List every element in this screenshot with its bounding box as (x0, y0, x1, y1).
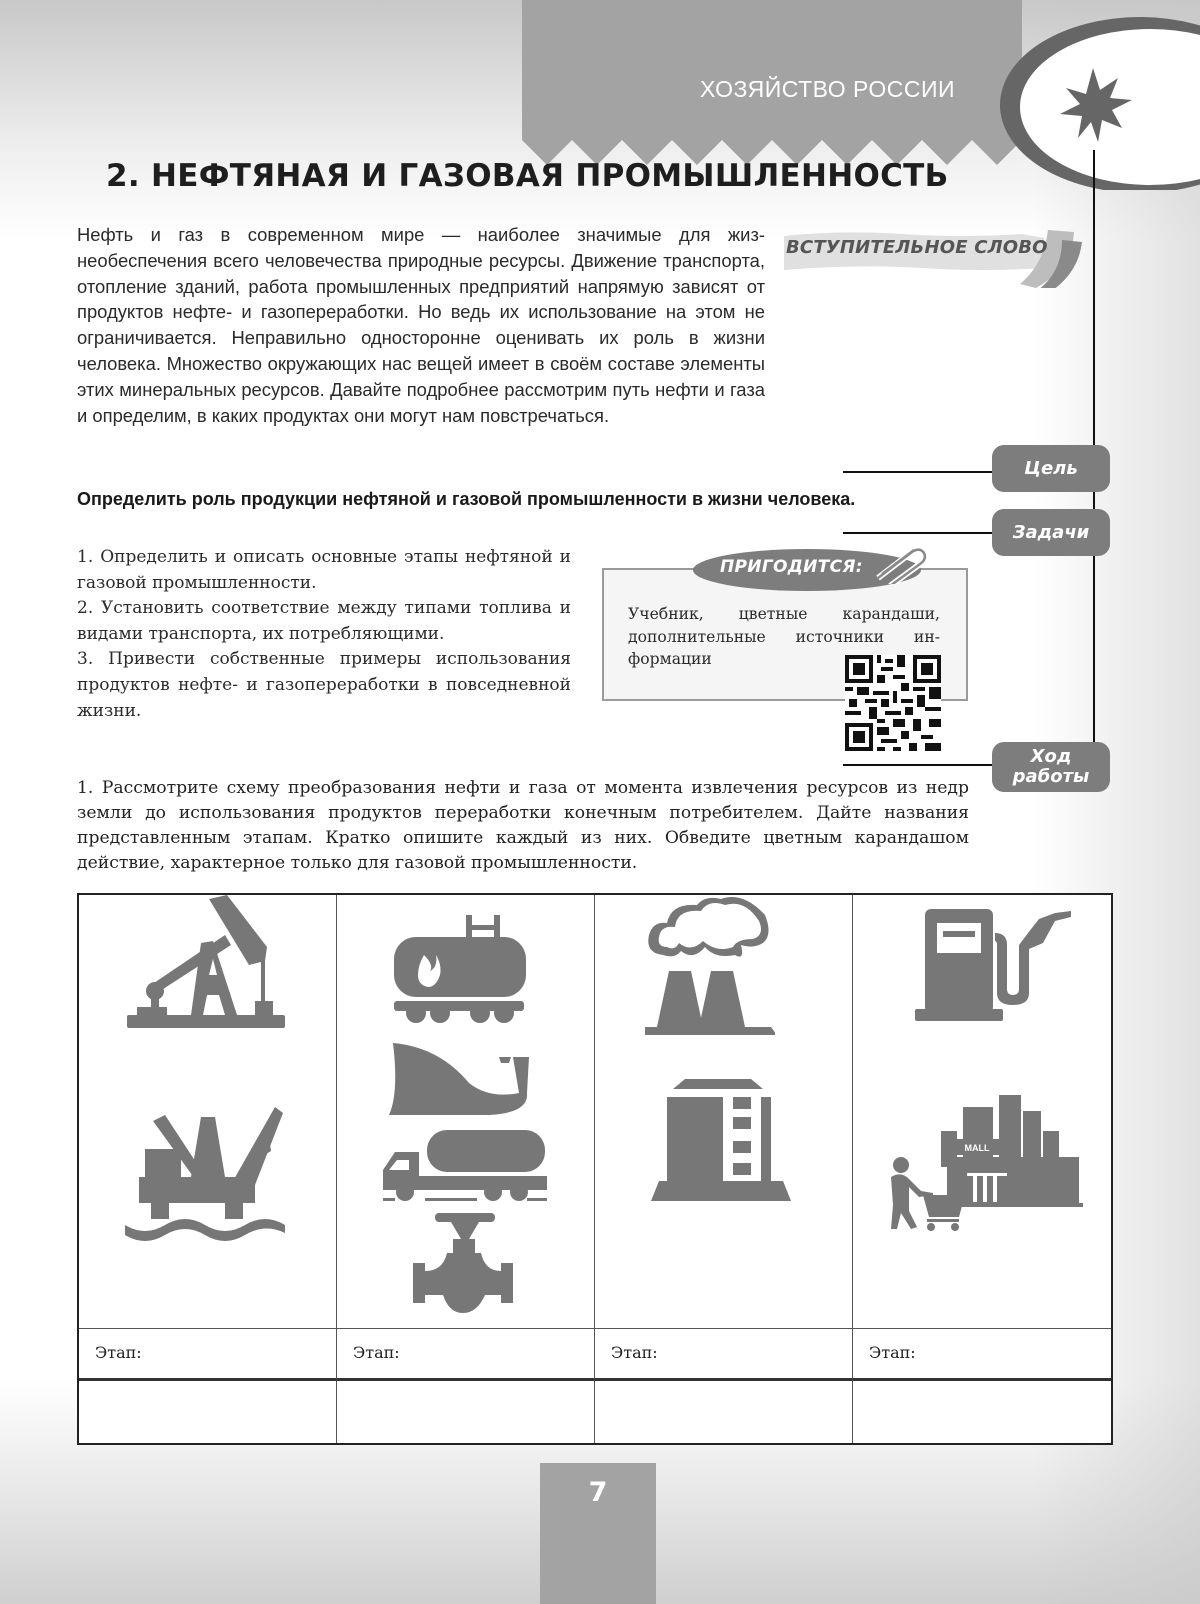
workflow-label-line1: Ход (1030, 746, 1072, 767)
oil-pump-jack-icon (127, 895, 289, 1035)
stage-label-cell: Этап: (79, 1329, 337, 1381)
intro-paragraph: Нефть и газ в современном мире — наиболее значимые для жизнеобеспечения всего человечества природные ресурсы. Движение транспорта, отопление зданий, работа промышленных предприятий напрямую зависят от продуктов нефте- и газопереработки. Но ведь их использование на этом не ограничивается. Неправильно односторонне оценивать их роль в жизни человека. Множество окружающих нас вещей имеет в своём составе элементы этих минеральных ресурсов. Давайте подробнее рассмотрим путь нефти и газа и определим, в каких продуктах они могут нам повстречаться. (77, 224, 765, 426)
workflow-connector (843, 764, 993, 766)
goal-text: Определить роль продукции нефтяной и газовой промышленности в жизни человека. (77, 489, 856, 509)
task-item: 3. Привести собственные примеры использования продуктов нефте- и газопереработки в повседневной жизни. (77, 649, 571, 721)
task-item: 1. Определить и описать основные этапы нефтяной и газовой промышленности. (77, 547, 571, 593)
stage-answer-cell[interactable] (853, 1381, 1111, 1443)
tanker-ship-icon (389, 1043, 534, 1118)
paperclip-icon (868, 544, 928, 584)
tasks-tab: Задачи (992, 509, 1110, 556)
useful-label: ПРИГОДИТСЯ: (720, 557, 863, 577)
stage-icons-cell-4 (853, 895, 1111, 1329)
stage-answer-cell[interactable] (337, 1381, 595, 1443)
stage-label-cell: Этап: (595, 1329, 853, 1381)
fuel-truck-icon (383, 1130, 548, 1202)
assignment-text: 1. Рассмотрите схему преобразования нефти и газа от момента извлечения ресурсов из недр земли до использования продуктов переработки конечным потребителем. Дайте названия представленным этапам. Кратко опишите каждый из них. Обведите цветным карандашом действие, характерное только для газовой промышленности. (77, 778, 969, 873)
stage-answer-cell[interactable] (79, 1381, 337, 1443)
star-emblem-icon (990, 10, 1200, 190)
pipeline-valve-icon (413, 1213, 513, 1313)
stage-label-cell: Этап: (337, 1329, 595, 1381)
task-item: 2. Установить соответствие между типами топлива и видами транспорта, их потребляющими. (77, 598, 571, 644)
refinery-plant-icon (645, 895, 775, 1035)
stage-icons-cell-2 (337, 895, 595, 1329)
workflow-tab (992, 742, 1110, 792)
page-number: 7 (540, 1463, 656, 1604)
goal-tab: Цель (992, 445, 1110, 492)
stage-answer-cell[interactable] (595, 1381, 853, 1443)
intro-tag-label: ВСТУПИТЕЛЬНОЕ СЛОВО (786, 237, 1048, 258)
stage-label-cell: Этап: (853, 1329, 1111, 1381)
storage-building-icon (651, 1079, 791, 1203)
offshore-oil-platform-icon (125, 1107, 290, 1247)
svg-text:MALL: MALL (964, 1143, 990, 1153)
section-label: ХОЗЯЙСТВО РОССИИ (700, 76, 956, 102)
useful-text: Учебник, цветные карандаши, дополнительные источники информации (628, 605, 940, 668)
gas-station-pump-icon (915, 909, 1075, 1021)
rail-tank-car-icon (394, 915, 529, 1025)
goal-connector (843, 471, 993, 473)
stage-table (77, 893, 1113, 1445)
page-title: 2. НЕФТЯНАЯ И ГАЗОВАЯ ПРОМЫШЛЕННОСТЬ (106, 158, 949, 194)
tasks-connector (843, 532, 993, 534)
shopping-mall-icon (883, 1095, 1083, 1235)
stage-icons-cell-1 (79, 895, 337, 1329)
qr-code-icon[interactable] (845, 655, 941, 751)
workflow-label-line2: работы (1012, 766, 1090, 787)
tasks-list (77, 545, 571, 724)
stage-icons-cell-3 (595, 895, 853, 1329)
